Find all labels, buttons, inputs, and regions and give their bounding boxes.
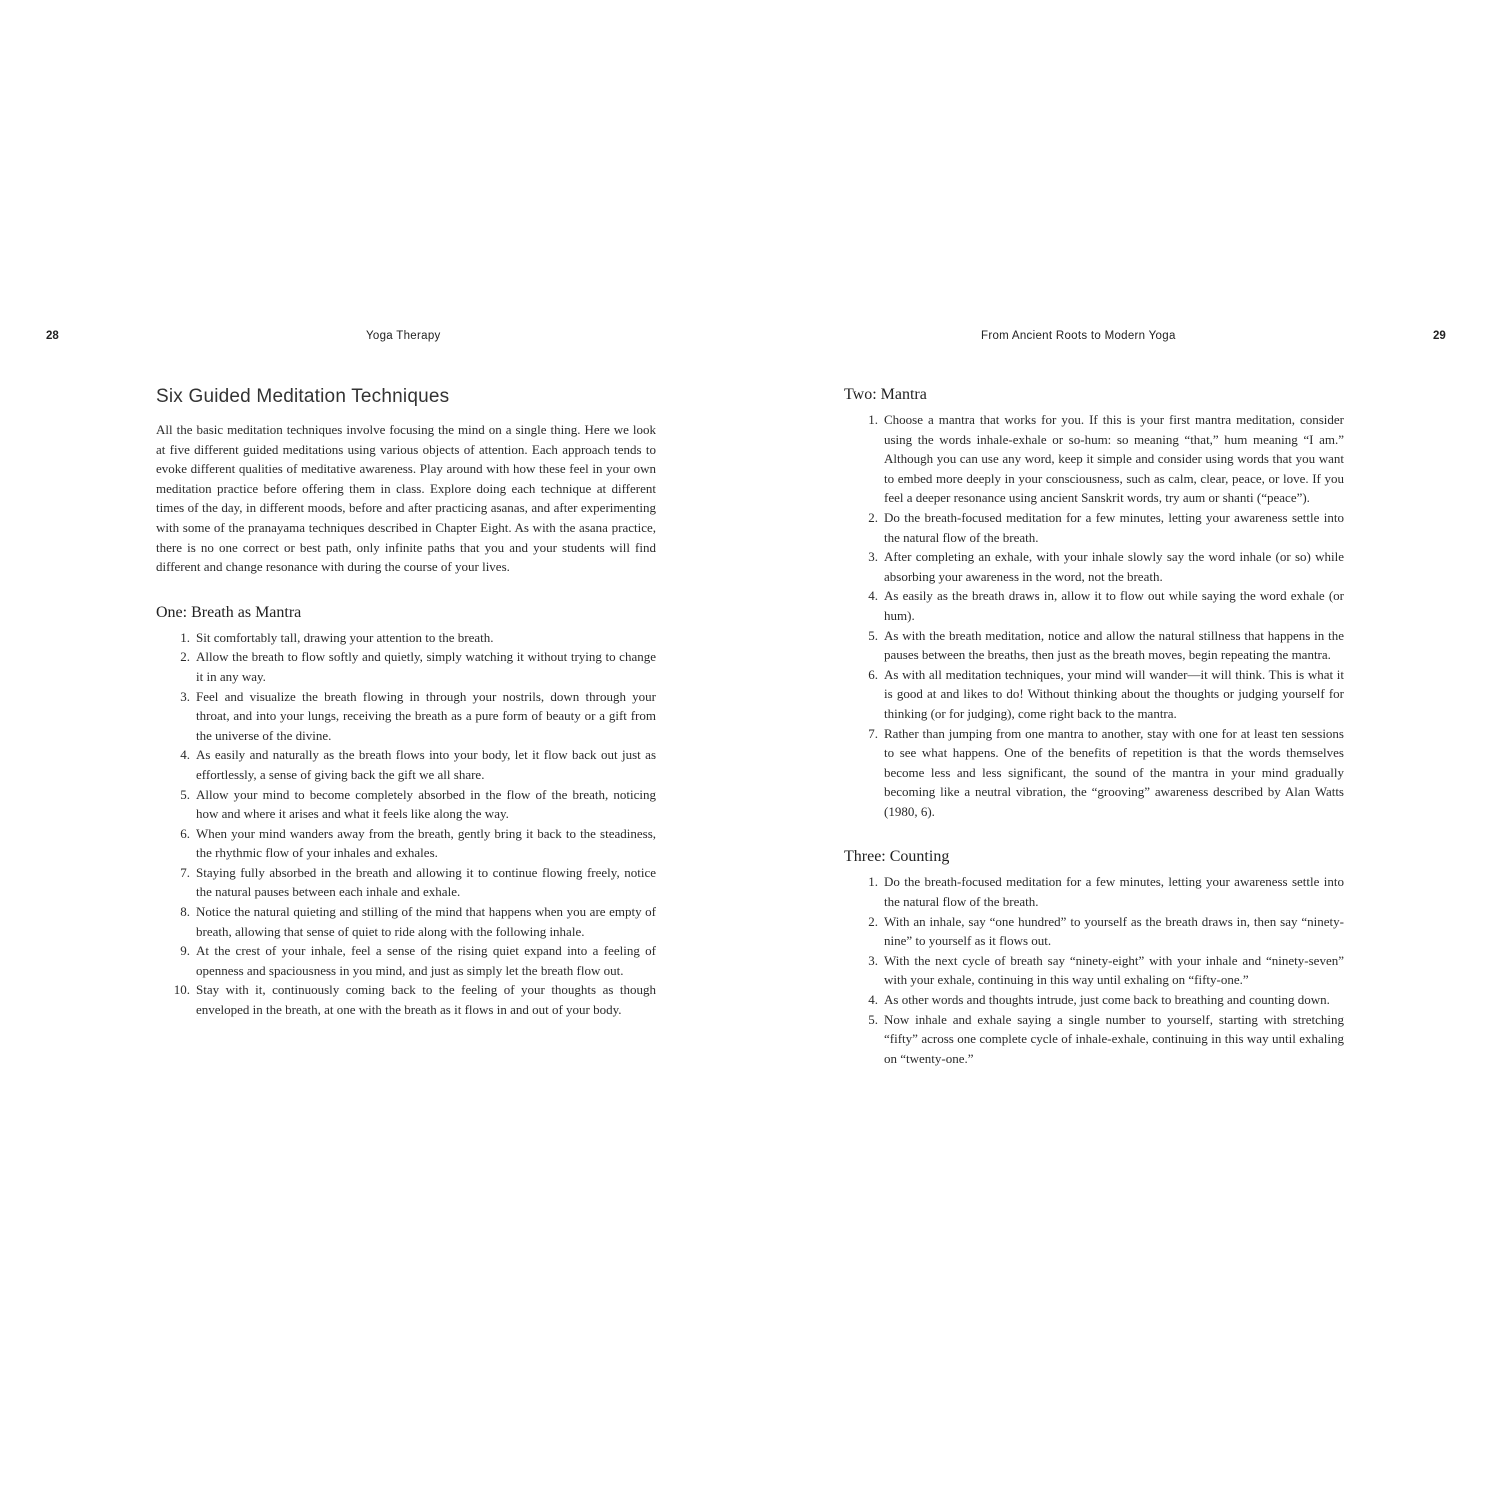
list-item-text: When your mind wanders away from the breath, gently bring it back to the steadiness, the rhythmic flow of your inhales and exhales. (196, 825, 656, 861)
list-item (156, 785, 656, 824)
list-item (844, 508, 1344, 547)
list-item (156, 863, 656, 902)
steps-breath-as-mantra (156, 628, 656, 1020)
list-item-number: 7. (868, 725, 878, 741)
list-item-text: As with the breath meditation, notice and allow the natural stillness that happens in the pauses between the breaths, then just as the breath moves, begin repeating the mantra. (884, 627, 1344, 663)
list-item-text: Do the breath-focused meditation for a few minutes, letting your awareness settle into the natural flow of the breath. (884, 509, 1344, 545)
list-item-text: Now inhale and exhale saying a single number to yourself, starting with stretching “fifty” across one complete cycle of inhale-exhale, continuing in this way until exhaling on “twenty-one.” (884, 1011, 1344, 1066)
list-item-number: 4. (868, 588, 878, 604)
list-item-text: Staying fully absorbed in the breath and allowing it to continue flowing freely, notice the natural pauses between each inhale and exhale. (196, 864, 656, 900)
list-item-number: 1. (868, 874, 878, 890)
list-item (844, 665, 1344, 724)
section-heading-mantra: Two: Mantra (844, 386, 927, 403)
steps-mantra (844, 410, 1344, 821)
list-item-text: Allow the breath to flow softly and quietly, simply watching it without trying to change it in any way. (196, 649, 656, 684)
list-item-number: 5. (868, 1011, 878, 1027)
list-item (156, 980, 656, 1019)
list-item-text: After completing an exhale, with your inhale slowly say the word inhale (or so) while absorbing your awareness in the word, not the breath. (884, 549, 1344, 584)
list-item-text: Rather than jumping from one mantra to another, stay with one for at least ten sessions to see what happens. One of the benefits of repetition is that the words themselves become less and less significant, the sound of the mantra in your mind gradually becoming like a neutral vibration, the “grooving” awareness described by Alan Watts (1980, 6). (884, 725, 1344, 819)
list-item-text: As with all meditation techniques, your mind will wander—it will think. This is what it is good at and likes to do! Without thinking about the thoughts or judging yourself for thinking (or for judging), come right back to the mantra. (884, 666, 1344, 721)
list-item-number: 1. (180, 629, 190, 645)
list-item-text: Stay with it, continuously coming back to the feeling of your thoughts as though enveloped in the breath, at one with the breath as it flows in and out of your body. (196, 982, 656, 1018)
list-item-number: 1. (868, 412, 878, 427)
list-item-text: With an inhale, say “one hundred” to yourself as the breath draws in, then say “ninety-nine” to yourself as it flows out. (884, 913, 1344, 949)
list-item (156, 628, 656, 648)
list-item-text: Choose a mantra that works for you. If this is your first mantra meditation, consider using the words inhale-exhale or so-hum: so meaning “that,” hum meaning “I am.” Although you can use any word, keep it simple and consider using words that you want to embed more deeply in your consciousness, such as calm, clear, peace, or love. If you feel a deeper resonance using ancient Sanskrit words, try aum or shanti (“peace”). (884, 412, 1344, 506)
steps-counting (844, 872, 1344, 1068)
list-item-text: With the next cycle of breath say “ninety-eight” with your inhale and “ninety-seven” with your exhale, continuing in this way until exhaling on “fifty-one.” (884, 952, 1344, 988)
list-item-text: As easily as the breath draws in, allow it to flow out while saying the word exhale (or hum). (884, 588, 1344, 623)
list-item-number: 3. (868, 952, 878, 968)
list-item-number: 3. (868, 549, 878, 565)
list-item (156, 941, 656, 980)
list-item-number: 7. (180, 864, 190, 880)
intro-paragraph: All the basic meditation techniques involve focusing the mind on a single thing. Here we look at five different guided meditations using various objects of attention. Each approach tends to evoke different qualities of meditative awareness. Play around with how these feel in your own meditation practice before offering them in class. Explore doing each technique at different times of the day, in different moods, before and after practicing asanas, and after experimenting with some of the pranayama techniques described in Chapter Eight. As with the asana practice, there is no one correct or best path, only infinite paths that you and your students will find different and change resonance with during the course of your lives. (156, 422, 656, 575)
list-item (844, 410, 1344, 508)
list-item-number: 6. (868, 666, 878, 682)
section-heading-counting: Three: Counting (844, 848, 950, 866)
list-item (844, 912, 1344, 951)
list-item (844, 951, 1344, 990)
list-item-text: As easily and naturally as the breath flows into your body, let it flow back out just as effortlessly, a sense of giving back the gift we all share. (196, 747, 656, 782)
right-running-head: From Ancient Roots to Modern Yoga (981, 330, 1176, 342)
list-item (156, 824, 656, 863)
list-item-text: Sit comfortably tall, drawing your attention to the breath. (196, 629, 494, 645)
list-item-text: Allow your mind to become completely absorbed in the flow of the breath, noticing how and where it arises and what it feels like along the way. (196, 786, 656, 822)
section-heading-breath-as-mantra: One: Breath as Mantra (156, 603, 302, 621)
list-item-number: 6. (180, 825, 190, 841)
list-item-text: As other words and thoughts intrude, just come back to breathing and counting down. (884, 992, 1330, 1008)
list-item (844, 1010, 1344, 1069)
list-item (156, 902, 656, 941)
list-item (844, 586, 1344, 625)
list-item (844, 547, 1344, 586)
list-item-text: At the crest of your inhale, feel a sense of the rising quiet expand into a feeling of openness and spaciousness in you mind, and just as simply let the breath flow out. (196, 943, 656, 978)
chapter-title: Six Guided Meditation Techniques (156, 386, 450, 407)
list-item-number: 5. (180, 786, 190, 802)
list-item (156, 687, 656, 746)
list-item (156, 745, 656, 784)
list-item (844, 724, 1344, 822)
right-page-number: 29 (1433, 330, 1446, 342)
list-item-number: 9. (180, 943, 190, 959)
list-item-number: 5. (868, 627, 878, 643)
list-item-number: 10. (173, 982, 190, 998)
list-item-number: 4. (180, 747, 190, 763)
left-running-head: Yoga Therapy (366, 330, 441, 342)
left-page-number: 28 (46, 330, 59, 342)
list-item (844, 626, 1344, 665)
list-item (844, 872, 1344, 911)
list-item-number: 3. (180, 688, 190, 704)
right-page-column (844, 386, 1344, 1068)
list-item-number: 4. (868, 992, 878, 1008)
list-item-number: 2. (180, 649, 190, 665)
list-item-number: 8. (180, 904, 190, 920)
list-item-text: Notice the natural quieting and stilling of the mind that happens when you are empty of breath, allowing that sense of quiet to ride along with the following inhale. (196, 904, 656, 939)
list-item-number: 2. (868, 913, 878, 929)
list-item (844, 990, 1344, 1010)
left-page-column (156, 386, 656, 1020)
list-item-text: Do the breath-focused meditation for a few minutes, letting your awareness settle into the natural flow of the breath. (884, 874, 1344, 910)
list-item (156, 647, 656, 686)
list-item-number: 2. (868, 509, 878, 525)
list-item-text: Feel and visualize the breath flowing in through your nostrils, down through your throat, and into your lungs, receiving the breath as a pure form of beauty or a gift from the universe of the divine. (196, 688, 656, 743)
